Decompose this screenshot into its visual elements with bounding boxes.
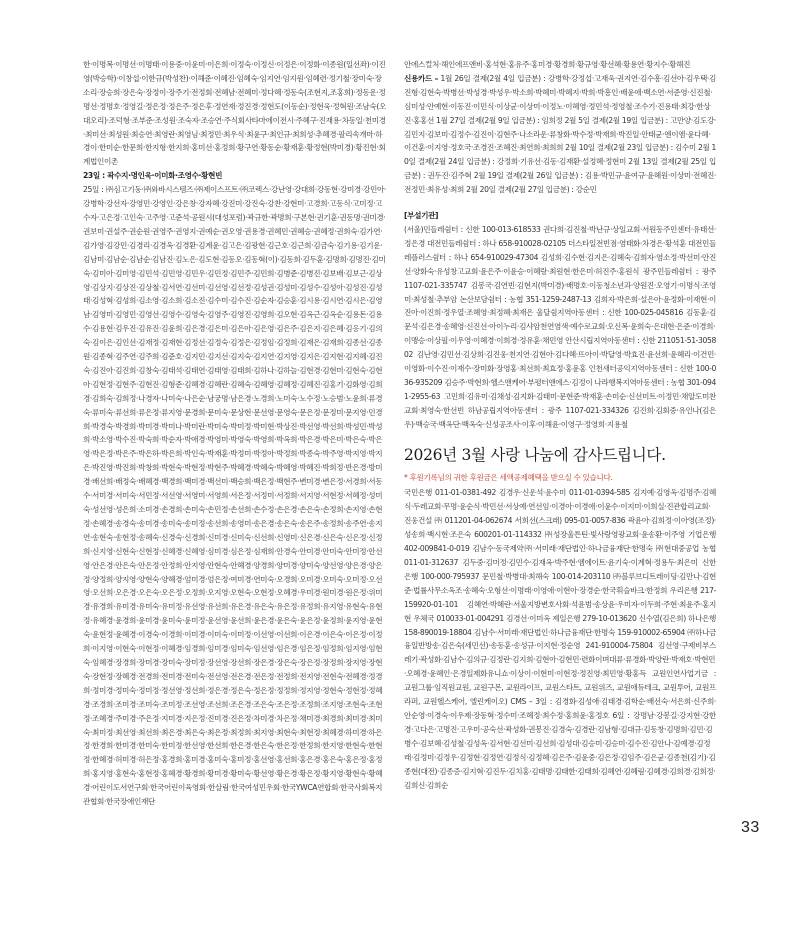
donor-list-column-right: [404, 58, 716, 860]
bank-donations: 국민은행 011-01-0381-492 김경우·신운석·윤수미 011-01-0394-585 김지예·김영옥·김명주·김혜식·두레교회·무명·윤순식·박민선·서상예·연선임·이경아·이경애·이윤수·이지미·이희실·진관합리교회·진웅건설 ㈜ 011201-04-062674 서희선(스크래) 095-01-0057-836 곽윤아·김희정·이아영(조정)·성송희·백시현·조은숙 600201-01-114332 ㈜성장울튼틴·빛사랑영광교회·윤송환·이주영 기업은행 402-009841-0-019 김남수·동국제약㈜·서미래·재단법인·하나금융재단·한명숙 ㈜현대중공업 농협 011-01-312637 김두중·김미정·김민수·김재옥·박주현·엠에이트·윤기숙·이계혁·정용두·최은미 신한은행 100-000-795937 문민철·박병대·최해숙 100-014-203110 ㈜블루브디트레이딩·김만나·김현준·법률사무소옥조·송혜숙·오형선·이명래·이영애·이현아·장경순·한국휘슬바크·한정희 우리은행 217-159920-01-101 김혜연·박혜란·서울지방변호사회·석윤범·송상윤·우미자·이두희·주현·최윤주·홍지현 우체국 010033-01-004291 김경선·이미옥 제일은행 279-10-013620 신수열(김은희) 하나은행 158-890019-18804 김남수·서미래·재단법인·하나금융재단·한명숙 159-910002-65904 ㈜하나금융일반방송·김은숙(세민선)·송동훈·송성규·이지현·정순영 241-910004-75804 김선영·구제비부스레기·곽성화·김남수·김의규·김정란·김지희·김현아·김현민·련화이며대류·류경화·박양란·박재호·박현민·오혜경·윤혜인·은경일제화유니쇼·이상이·이현미·이현정·정진영·최민영·황홍득 교원인연사업기금 : 교원그룹·임직원교원, 교원구몬, 교원라이프, 교원스타트, 교원위즈, 교원애듀테크, 교원투어, 교원프라퍼, 교원헬스케어, 엘린케이오) CMS – 3일 : 김경화·김성애·김태경·김학순·배선숙·서은희·신주희·안순영·이경숙·이우제·장동혁·정수미·조혜정·최수정·홍희윤·홍정호 6일 : 강명남·강봉길·강지현·강한경·고다은·고명진·고우미·공숙선·곽성화·권봉진·김경숙·김경란·김남형·김대규·김동창·김명희·김민·김병수·김보혜·김성철·김성옥·김서현·김선미·김선희·김성대·김승미·김승미·김수진·김안나·김예경·김정래·김정미·김정우·김정현·김정연·김정식·김정혜·김은주·김윤중·김은정·김임주·김은균·김종천(김기)·김종현(대전)·김종증·김지혁·김진두·김치홍·김태명·김태한·김태희·김혜연·김혜림·김혜경·김희경·김희정·김희신·김희순: [404, 488, 716, 790]
credit-card-label: 신용카드 –: [404, 73, 439, 83]
tax-deduction-note: * 후원기록님의 귀한 후원금은 세액공제혜택을 받으실 수 있습니다.: [404, 472, 613, 482]
credit-card-donations: [404, 72, 716, 197]
section-heading-affiliated: [부설기관]: [404, 211, 439, 221]
institution-donations: (서울)민들레쉼터 : 신한 100-013-618533 권다희·김진철·박난규·상일교회·서원동주민센터·유태선·정은경 대전민들레쉼터 : 하나 658-910028-02105 더스타일전빈점·염태화·차경은·황석훈 대전민들레플러스쉼터 : 하나 654-910029-47304 김성희·김수현·김지은·김혜숙·김희자·염소정·박선미·안진선·양화숙·유성창고교회·윤은주·이윤승·이혜랑·최원현·한은미·허진주·홍원식 광주민들레쉼터 : 광주 1107-021-335747 김봉국·김연빈·김현지(박미경)·배명호·이동청소년과·양원진·오영기·이명식·조영미·최성철·추부암 논산보담쉼터 : 농협 351-1259-2487-13 김희자·박은희·설은아·윤정화·이재현·이진아·이진희·정우열·조혜영·최정혜·최재은 울달쉼지역아동센터 : 신한 100-025-045816 김동훈·김문석·김은경·송혜영·신진선·아이누리·김샤암천연염색·예수로교회·오신복·윤희숙·은대현·은준·이경희·이맹승·이상필·이우영·이혜경·이희경·정유훈·채민영 안산시립지역아동센터 : 신한 211051-51-305802 김난영·김민선·김상희·김진웅·천지연·김현아·김다혜·뜨아이·박달영·박효진·윤선희·윤혜리·이건민·이영화·이수진·이재수·장미화·장영홍·최선희·최효정·홍윤홍 인천새터공익지역아동센터 : 신한 100-036-935209 김승주·박현희·헬스앤케어·부평터앤에스·김정이 나라행복지역아동센터 : 농협 301-0941-2955-63 고민희·김유미·김채성·김지화·김태미·문현준·박재훈·손미순·신선미트·이정민·채알도미찬교회·최영숙·한선빈 하남공립지역아동센터 : 광주 1107-021-334326 김진희·김회중·유인나(김은우)·백승국·백옥단·백옥숙·신성공조사·이후·이해윤·이영구·정영희·지용철: [404, 224, 716, 429]
credit-card-text: 1월 26일 결제(2월 4일 입금분) : 강병학·강정섭·고재욱·권지연·김수흥·김선아·김우택·김진형·김현숙·박병선·박성경·박성우·박소희·박혜미·박혜지·박희·박흥인·배윤애·백소연·서준영·신진철·심미성·안예현·이동진·이민식·이상균·이상미·이정노·이혜영·정민석·정영철·조수기·진용태·최강·한상진·홍홍선 1월 27일 결제(2월 9일 입금분) : 임희정 2월 5일 결제(2월 19일 입금분) : 고만양·김도강·김민지·김보미·김정수·김진이·김현주·나소라운·류창화·박수정·박재희·박진일·안태균·엔이엠·윤다혜·이건훈·이지영·정호국·조경진·조혜진·최연희·최희희 2월 10일 결제(2월 23일 입금분) : 김수미 2월 10일 결제(2월 24일 입금분) : 강정희·기유선·김동·김재환·설정혜·정현미 2월 13일 결제(2월 25일 입금분) : 권두진·김주혁 2월 19일 결제(2월 26일 입금분) : 김용·박민규·윤여규·윤혜원·이상미·전혜진·전정민·최유성·최희 2월 20일 결제(2월 27일 입금분) : 강순민: [404, 73, 716, 195]
section-title: 2026년 3월 사랑 나눔에 감사드립니다.: [404, 445, 666, 464]
donor-paragraph: 한·이명복·이명선·이명태·이용중·이윤미·이은희·이정숙·이정신·이정은·이정화·이종원(일선좌)·이진영(박승학)·이창섭·이한규(박성찬)·이해준·이혜진·임혜숙·임지연·임지원·임혜련·정기철·장미숙·장소리·장승희·장은숙·장정이·장주기·전정회·전혜남·전혜미·정다혜·정동숙(조현지,조홍희)·정동운·정명선·정명호·정영길·정은정·정은주·정은후·정연재·정진경·정현도(이동순)·정현욱·정혁원·조남숙(오대오리)·조덕형·조부준·조성원·조숙자·조승연·주식회사타마에이전시·주혜구·진재용·차동일·천미경·최미선·최성원·최승연·최영란·최영님·최정민·최우식·최윤구·최인규·최희성·추혜경·팔리속개마·하경이·한미순·한문희·한지형·한지희·홍미선·홍정희·황구연·황동순·황재훈·황정현(박미경)·황진현·회계법인이촌: [83, 60, 386, 167]
donor-paragraph: 25일 : ㈜심고기둥·㈜와바시스템즈·㈜제이스프트·㈜코렉스·강난영·강대희·강동현·강미경·강민아·강병학·강선자·강영민·강영인·강은창·강자혜·강진미·강진숙·강찬·강현미·고경희·고동식·고미정·고수자·고은정·고인숙·고주영·고준석·공원시(대성포럼)·곽규한·곽명희·구본현·권기훈·권동명·권미경·권보미·권설주·권순원·권영주·권영지·권예순·권오영·권용경·권혜민·권혜승·권혜정·권희숙·김가연·김가영·김강민·김경리·김경옥·김경환·김계윤·김고은·김광현·김근호·김근희·김금숙·김기용·김기운·김남미·김남순·김남순·김남진·김노은·김도현·김동오·김동혁(이)·김동희·김두훈·김명희·김명진·김미숙·김미아·김미영·김민석·김민영·김민우·김민정·김민주·김민희·김병준·김병진·김보배·김보근·김상영·김상지·김상진·김상철·김서연·김선미·김선영·김선정·김성권·김성미·김성수·김성아·김성진·김성태·김성혁·김성희·김소영·김소희·김소진·김수미·김수진·김순자·김승훈·김시용·김시연·김시은·김영남·김영미·김영민·김영선·김영수·김영숙·김영주·김영진·김영희·김오현·김옥근·김옥순·김용돈·김용수·김용현·김우진·김유진·김윤희·김은경·김은미·김은아·김은영·김은주·김은지·김은혜·김응기·김의숙·김이은·김인선·김재정·김재현·김정선·김정숙·김정은·김정임·김정희·김재은·김재희·김종선·김종원·김종혁·김주연·김주희·김준호·김지민·김지선·김지숙·김지연·김지영·김지은·김지현·김지혜·김진숙·김진아·김진희·김창숙·김태석·김태연·김태영·김태희·김하나·김하늘·김현경·김현미·김현숙·김현아·김현정·김현주·김현진·김형준·김혜경·김혜란·김혜숙·김혜영·김혜정·김혜진·김홍기·김화영·김희경·김희숙·김희정·나경자·나미숙·나은순·남궁명·남은경·노경희·노미숙·노수정·노승범·노윤희·류경숙·류미숙·류선희·류은정·류지영·문경희·문미숙·문상현·문선영·문영숙·문은정·문정미·문지영·민경희·박경숙·박경희·박미경·박미나·박미란·박미숙·박미정·박미현·박상진·박선영·박선희·박성민·박성희·박소영·박수진·박숙희·박순자·박애경·박영미·박영숙·박영희·박옥희·박은경·박은미·박은숙·박은영·박은정·박은주·박은하·박은희·박인숙·박재훈·박정미·박정아·박정희·박종숙·박주영·박지영·박지은·박진영·박진희·박창희·박현숙·박현정·박현주·박혜경·박혜숙·박혜영·박혜진·박희정·반은경·방미경·배선희·배정숙·배혜경·백경희·백미경·백선미·백승희·백은정·백현주·변미경·변은정·서경희·서동수·서미경·서미숙·서민정·서선영·서영미·서영희·서은정·서정미·서정희·서지영·서현정·서혜정·성미숙·성선영·성은희·소미경·손경희·손미숙·손민정·손선희·손수정·손은경·손은숙·손정희·손지영·손현정·손혜경·송경숙·송미경·송미숙·송미정·송선희·송영미·송은경·송은숙·송은주·송정희·송주연·송지연·송현숙·송현정·송혜숙·신경숙·신경희·신미경·신미숙·신선희·신영미·신은경·신은숙·신은정·신정희·신지영·신현숙·신현정·신혜경·신혜영·심미경·심은정·심재희·안경숙·안미경·안미숙·안미정·안선영·안은경·안은숙·안은정·안정희·안지영·안현숙·안혜경·양경희·양미경·양미숙·양선영·양은경·양은정·양정희·양지영·양현숙·양혜경·엄미경·엄은정·여미경·연미숙·오경희·오미경·오미숙·오미정·오선영·오선희·오은경·오은숙·오은정·오정희·오지영·오현숙·오현정·오혜경·우미경·원미경·원은정·위미경·유경희·유미경·유미숙·유미정·유선영·유선희·유은경·유은숙·유은정·유정희·유지영·유현숙·유현정·유혜경·윤경희·윤미경·윤미숙·윤미정·윤선영·윤선희·윤은경·윤은숙·윤은정·윤정희·윤지영·윤현숙·윤현정·윤혜경·이경숙·이경희·이미경·이미숙·이미정·이선영·이선희·이은경·이은숙·이은정·이정희·이지영·이현숙·이현정·이혜경·임경희·임미경·임미숙·임선영·임은경·임은정·임정희·임지영·임현숙·임혜경·장경희·장미경·장미숙·장미정·장선영·장선희·장은경·장은숙·장은정·장정희·장지영·장현숙·장현정·장혜경·전경희·전미경·전미숙·전선영·전은경·전은정·전정희·전지영·전현숙·전혜경·정경희·정미경·정미숙·정미정·정선영·정선희·정은경·정은숙·정은정·정정희·정지영·정현숙·정현정·정혜경·조경희·조미경·조미숙·조미정·조선영·조선희·조은경·조은숙·조은정·조정희·조지영·조현숙·조현정·조혜경·주미경·주은정·지미경·지은정·진미경·진은정·차미경·차은정·채미경·최경희·최미경·최미숙·최미정·최선영·최선희·최은경·최은숙·최은정·최정희·최지영·최현숙·최현정·최혜경·하미경·하은정·한경희·한미경·한미숙·한미정·한선영·한선희·한은경·한은숙·한은정·한정희·한지영·한현숙·한현정·한혜경·허미경·허은정·홍경희·홍미경·홍미숙·홍미정·홍선영·홍선희·홍은경·홍은숙·홍은정·홍정희·홍지영·홍현숙·홍현정·홍혜경·황경희·황미경·황미숙·황선영·황은경·황은정·황지영·황현숙·황혜경·어린이도서연구회·한국어린이육영회·한살림·한국여성민우회·한국YWCA연합회·한국사회복지관협회·한국장애인재단: [83, 185, 386, 807]
donor-list-column-left: [83, 58, 386, 860]
page-number: 33: [741, 819, 760, 836]
donor-date-heading: 23일 : 곽수지·명인욱·이미화·조영수·황현빈: [83, 171, 223, 181]
donor-paragraph: 안에스컬처·해인에프앤비·홍석현·홍유주·홍미경·황경희·황규영·황선혜·황용연·황지수·황해진: [404, 60, 691, 69]
